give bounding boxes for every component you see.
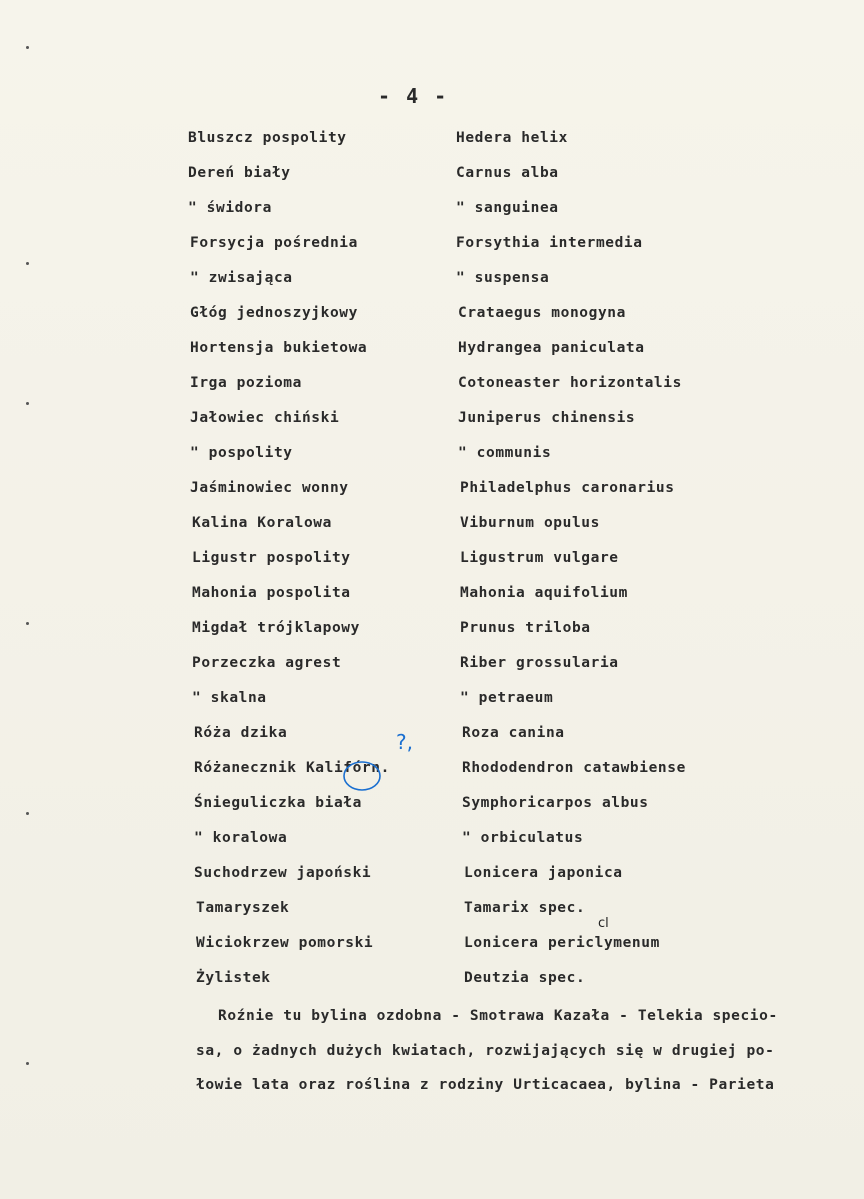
latin-name: Viburnum opulus <box>460 515 600 531</box>
plant-row <box>0 130 864 154</box>
polish-name: Kalina Koralowa <box>192 515 332 531</box>
polish-name: Irga pozioma <box>190 375 302 391</box>
polish-name: " koralowa <box>194 830 288 846</box>
polish-name: Porzeczka agrest <box>192 655 342 671</box>
latin-name: Riber grossularia <box>460 655 619 671</box>
polish-name: Bluszcz pospolity <box>188 130 347 146</box>
polish-name: Tamaryszek <box>196 900 290 916</box>
plant-row <box>0 200 864 224</box>
polish-name: Śnieguliczka biała <box>194 795 362 811</box>
plant-row <box>0 760 864 784</box>
paragraph-line-1: Roźnie tu bylina ozdobna - Smotrawa Kazała - Telekia specio- <box>218 1008 778 1024</box>
plant-row <box>0 165 864 189</box>
polish-name: " świdora <box>188 200 272 216</box>
handwritten-correction: cl <box>598 916 609 931</box>
plant-row <box>0 410 864 434</box>
polish-name: Hortensja bukietowa <box>190 340 368 356</box>
plant-row <box>0 235 864 259</box>
latin-name: Hydrangea paniculata <box>458 340 645 356</box>
plant-row <box>0 725 864 749</box>
plant-row <box>0 900 864 924</box>
latin-name: " communis <box>458 445 552 461</box>
latin-name: Crataegus monogyna <box>458 305 626 321</box>
plant-row <box>0 270 864 294</box>
latin-name: Lonicera periclymenum <box>464 935 660 951</box>
plant-row <box>0 690 864 714</box>
plant-row <box>0 970 864 994</box>
punch-hole <box>26 402 29 405</box>
plant-row <box>0 795 864 819</box>
latin-name: Cotoneaster horizontalis <box>458 375 682 391</box>
latin-name: " petraeum <box>460 690 554 706</box>
blue-question-annotation: ?, <box>396 730 413 754</box>
paragraph-line-2: sa, o żadnych dużych kwiatach, rozwijających się w drugiej po- <box>196 1043 775 1059</box>
punch-hole <box>26 262 29 265</box>
polish-name: Różanecznik Kalifórn. <box>194 760 390 776</box>
plant-row <box>0 515 864 539</box>
polish-name: " zwisająca <box>190 270 293 286</box>
polish-name: Ligustr pospolity <box>192 550 351 566</box>
polish-name: Jaśminowiec wonny <box>190 480 349 496</box>
plant-row <box>0 340 864 364</box>
latin-name: Tamarix spec. <box>464 900 586 916</box>
polish-name: Dereń biały <box>188 165 291 181</box>
plant-row <box>0 305 864 329</box>
latin-name: Juniperus chinensis <box>458 410 636 426</box>
polish-name: Głóg jednoszyjkowy <box>190 305 358 321</box>
polish-name: Suchodrzew japoński <box>194 865 372 881</box>
polish-name: Wiciokrzew pomorski <box>196 935 374 951</box>
polish-name: Forsycja pośrednia <box>190 235 358 251</box>
latin-name: Prunus triloba <box>460 620 591 636</box>
latin-name: " orbiculatus <box>462 830 584 846</box>
plant-row <box>0 865 864 889</box>
plant-row <box>0 620 864 644</box>
polish-name: " pospolity <box>190 445 293 461</box>
latin-name: Lonicera japonica <box>464 865 623 881</box>
page-number: - 4 - <box>378 84 449 108</box>
latin-name: Roza canina <box>462 725 565 741</box>
latin-name: Forsythia intermedia <box>456 235 643 251</box>
polish-name: Mahonia pospolita <box>192 585 351 601</box>
polish-name: Migdał trójklapowy <box>192 620 360 636</box>
plant-row <box>0 445 864 469</box>
punch-hole <box>26 1062 29 1065</box>
plant-row <box>0 655 864 679</box>
polish-name: Jałowiec chiński <box>190 410 340 426</box>
latin-name: Hedera helix <box>456 130 568 146</box>
punch-hole <box>26 46 29 49</box>
paragraph-line-3: łowie lata oraz roślina z rodziny Urticacaea, bylina - Parieta <box>196 1077 775 1093</box>
plant-row <box>0 375 864 399</box>
blue-circle-annotation <box>340 758 384 794</box>
polish-name: Róża dzika <box>194 725 288 741</box>
plant-row <box>0 550 864 574</box>
latin-name: Ligustrum vulgare <box>460 550 619 566</box>
latin-name: Symphoricarpos albus <box>462 795 649 811</box>
plant-row <box>0 480 864 504</box>
latin-name: Mahonia aquifolium <box>460 585 628 601</box>
plant-row <box>0 935 864 959</box>
polish-name: " skalna <box>192 690 267 706</box>
plant-row <box>0 830 864 854</box>
plant-row <box>0 585 864 609</box>
latin-name: " suspensa <box>456 270 550 286</box>
latin-name: Carnus alba <box>456 165 559 181</box>
latin-name: Rhododendron catawbiense <box>462 760 686 776</box>
polish-name: Żylistek <box>196 970 271 986</box>
latin-name: Deutzia spec. <box>464 970 586 986</box>
latin-name: " sanguinea <box>456 200 559 216</box>
latin-name: Philadelphus caronarius <box>460 480 675 496</box>
